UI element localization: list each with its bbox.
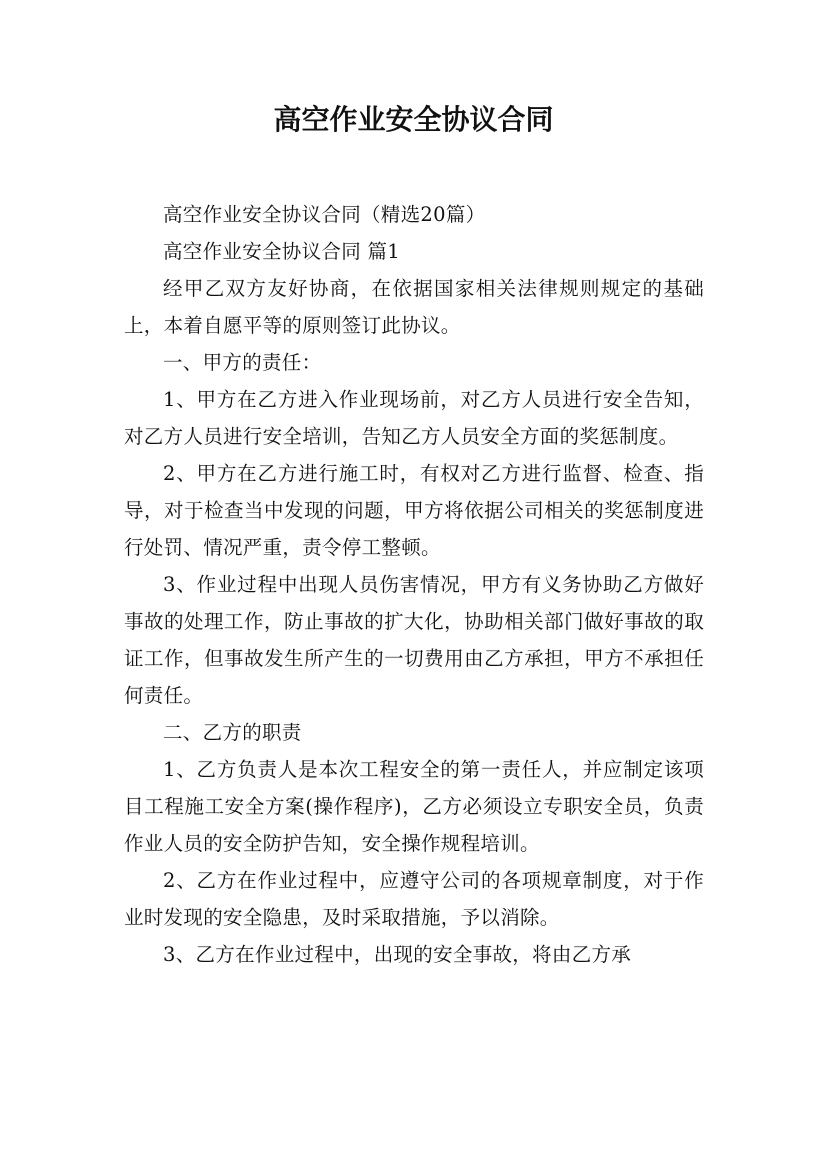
paragraph: 2、甲方在乙方进行施工时，有权对乙方进行监督、检查、指导，对于检查当中发现的问题，甲方将依据公司相关的奖惩制度进行处罚、情况严重，责令停工整顿。 bbox=[124, 462, 704, 559]
document-body bbox=[124, 196, 704, 973]
section-heading: 高空作业安全协议合同 篇1 bbox=[163, 240, 401, 263]
section-heading: 二、乙方的职责 bbox=[163, 721, 302, 744]
section-heading: 一、甲方的责任： bbox=[163, 351, 322, 374]
paragraph: 3、作业过程中出现人员伤害情况，甲方有义务协助乙方做好事故的处理工作，防止事故的扩大化，协助相关部门做好事故的取证工作，但事故发生所产生的一切费用由乙方承担，甲方不承担任何责任。 bbox=[124, 573, 704, 707]
document-title: 高空作业安全协议合同 bbox=[273, 103, 554, 136]
subtitle-line: 高空作业安全协议合同（精选20篇） bbox=[163, 203, 486, 226]
paragraph: 2、乙方在作业过程中，应遵守公司的各项规章制度，对于作业时发现的安全隐患，及时采取措施，予以消除。 bbox=[124, 869, 704, 929]
paragraph: 1、乙方负责人是本次工程安全的第一责任人，并应制定该项目工程施工安全方案(操作程序)，乙方必须设立专职安全员，负责作业人员的安全防护告知，安全操作规程培训。 bbox=[124, 758, 704, 855]
paragraph: 1、甲方在乙方进入作业现场前，对乙方人员进行安全告知，对乙方人员进行安全培训，告知乙方人员安全方面的奖惩制度。 bbox=[124, 388, 704, 448]
paragraph: 经甲乙双方友好协商，在依据国家相关法律规则规定的基础上，本着自愿平等的原则签订此协议。 bbox=[124, 277, 704, 337]
paragraph: 3、乙方在作业过程中，出现的安全事故，将由乙方承 bbox=[163, 943, 632, 966]
